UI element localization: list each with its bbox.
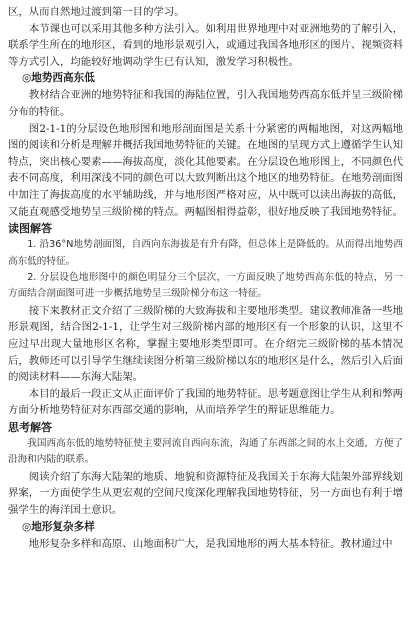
section-heading: ◎地形复杂多样 <box>22 520 95 533</box>
answer-paragraph: 1. 沿36°N地势剖面图，自西向东海拔是有升有降，但总体上是降低的。从而得出地势西高东低的特征。 <box>8 239 403 267</box>
answer-heading: 读图解答 <box>8 222 52 236</box>
answer-paragraph: 我国西高东低的地势特征使主要河流自西向东流，沟通了东西部之间的水上交通，方便了沿海和内陆的联系。 <box>8 437 403 466</box>
body-paragraph: 本节课也可以采用其他多种方法引入。如利用世界地理中对亚洲地势的了解引入，联系学生所在的地形区，看到的地形景观引入，或通过我国各地形区的图片、视频资料等方式引入，均能较好地调动学生已有认知，激发学习积极性。 <box>8 22 403 68</box>
body-paragraph: 地形复杂多样和高原、山地面积广大，是我国地形的两大基本特征。教材通过中 <box>28 537 393 550</box>
body-paragraph: 图2-1-1的分层设色地形图和地形剖面图是关系十分紧密的两幅地图，对这两幅地图的阅读和分析是理解并概括我国地势特征的关键。在地图的呈现方式上遵循学生认知特点，突出核心要素——海拔高度，淡化其他要素。在分层设色地形图上，不同颜色代表不同高度，利用深浅不同的颜色可以大致判断出这个地区的地势特征。在地势剖面图中加注了海拔高度的水平辅助线，并与地形图严格对应，从中既可以读出海拔的高低，又能直观感受地势呈三级阶梯的特点。两幅图相得益彰，很好地反映了我国地势特征。 <box>8 122 403 218</box>
body-paragraph: 本目的最后一段正文从正面评价了我国的地势特征。思考题意图让学生从利和弊两方面分析地势特征对东西部交通的影响，从而培养学生的辩证思维能力。 <box>8 387 403 417</box>
body-paragraph: 区，从而自然地过渡到第一目的学习。 <box>8 6 185 18</box>
section-heading: ◎地势西高东低 <box>22 72 95 85</box>
body-paragraph: 阅读介绍了东海大陆架的地质、地貌和资源特征及我国关于东海大陆架外部界线划界案，一方面使学生从更宏观的空间尺度深化理解我国地势特征，另一方面也有利于增强学生的海洋国土意识。 <box>8 470 403 516</box>
body-paragraph: 教材结合亚洲的地势特征和我国的海陆位置，引入我国地势西高东低并呈三级阶梯分布的特征。 <box>8 89 403 118</box>
answer-heading: 思考解答 <box>8 420 52 434</box>
answer-paragraph: 2. 分层设色地形图中的颜色明显分三个层次，一方面反映了地势西高东低的特点，另一方面结合剖面图可进一步概括地势呈三级阶梯分布这一特征。 <box>8 271 403 300</box>
body-paragraph: 接下来教材正文介绍了三级阶梯的大致海拔和主要地形类型。建议教师准备一些地形景观图，结合图2-1-1，让学生对三级阶梯内部的地形区有一个形象的认识，这里不应过早出现大量地形区名称，掌握主要地形类型即可。在介绍完三级阶梯的基本情况后，教师还可以引导学生继续读图分析第三级阶梯以东的地形区是什么，然后引入后面的阅读材料——东海大陆架。 <box>8 304 403 384</box>
